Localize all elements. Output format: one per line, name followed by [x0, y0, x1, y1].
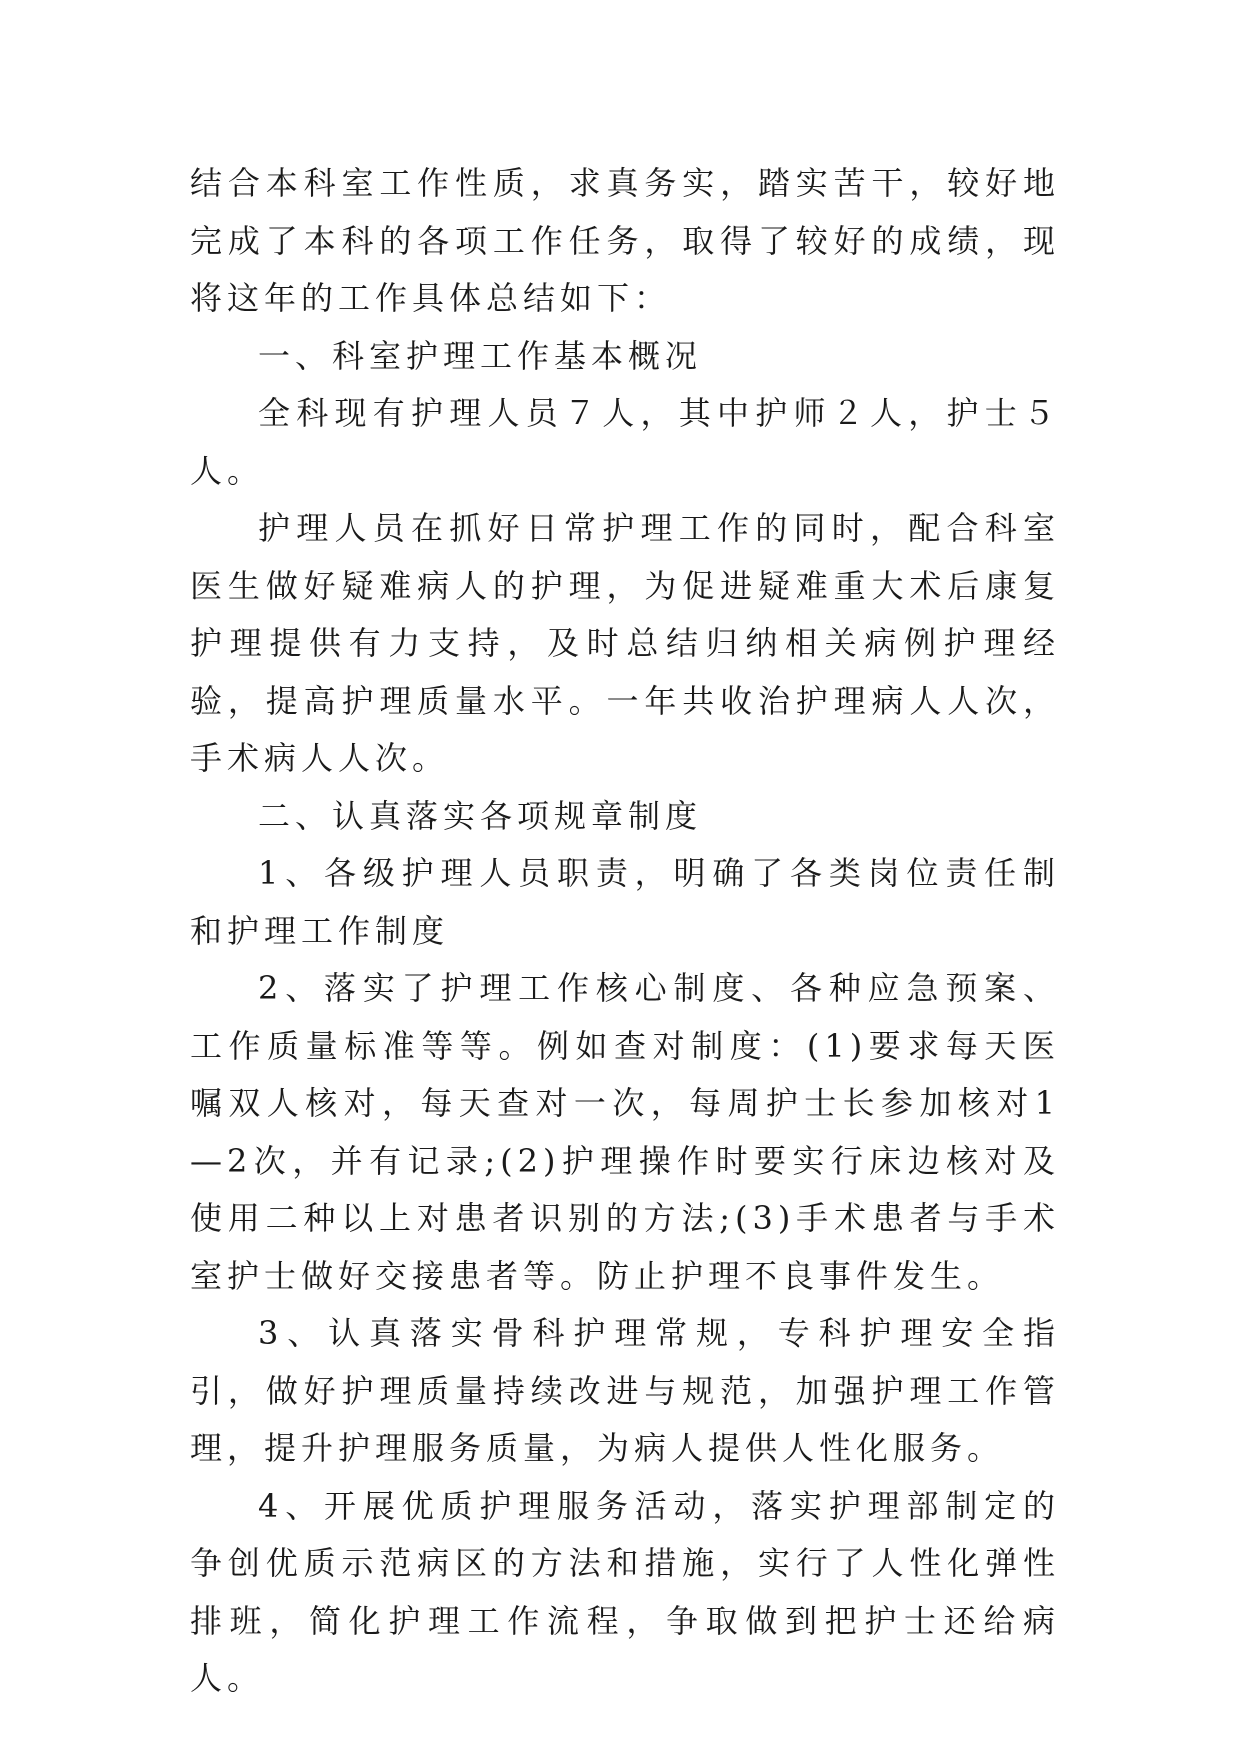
list-item-1: 1、各级护理人员职责，明确了各类岗位责任制和护理工作制度: [190, 854, 1060, 950]
paragraph-nursing-work: 护理人员在抓好日常护理工作的同时，配合科室医生做好疑难病人的护理，为促进疑难重大术后康复护理提供有力支持，及时总结归纳相关病例护理经验，提高护理质量水平。一年共收治护理病人人次，手术病人人次。: [190, 509, 1060, 777]
document-body: [190, 155, 1060, 1708]
paragraph-staff-count: 全科现有护理人员７人，其中护师２人，护士５人。: [190, 394, 1060, 490]
section-heading-overview: 一、科室护理工作基本概况: [258, 336, 703, 375]
list-item-2: 2、落实了护理工作核心制度、各种应急预案、工作质量标准等等。例如查对制度：(1)要求每天医嘱双人核对，每天查对一次，每周护士长参加核对1—2次，并有记录;(2)护理操作时要实行床边核对及使用二种以上对患者识别的方法;(3)手术患者与手术室护士做好交接患者等。防止护理不良事件发生。: [190, 969, 1060, 1295]
list-item-4: 4、开展优质护理服务活动，落实护理部制定的争创优质示范病区的方法和措施，实行了人性化弹性排班，简化护理工作流程，争取做到把护士还给病人。: [190, 1486, 1060, 1697]
section-heading-regulations: 二、认真落实各项规章制度: [258, 796, 703, 835]
paragraph-intro-continuation: 结合本科室工作性质，求真务实，踏实苦干，较好地完成了本科的各项工作任务，取得了较好的成绩，现将这年的工作具体总结如下：: [190, 164, 1060, 317]
list-item-3: 3、认真落实骨科护理常规，专科护理安全指引，做好护理质量持续改进与规范，加强护理工作管理，提升护理服务质量，为病人提供人性化服务。: [190, 1314, 1060, 1467]
